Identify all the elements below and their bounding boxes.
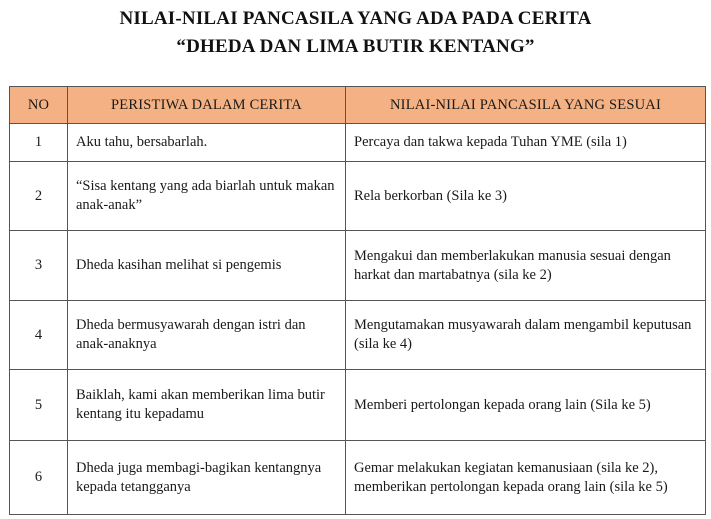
row-event: Dheda juga membagi-bagikan kentangnya kepada tetangganya [68, 441, 346, 515]
row-number: 6 [10, 441, 68, 515]
row-value: Memberi pertolongan kepada orang lain (Sila ke 5) [346, 370, 706, 441]
header-event: PERISTIWA DALAM CERITA [68, 87, 346, 124]
row-value: Mengutamakan musyawarah dalam mengambil keputusan (sila ke 4) [346, 301, 706, 370]
table-row [10, 124, 706, 162]
table-row [10, 231, 706, 301]
row-event: “Sisa kentang yang ada biarlah untuk makan anak-anak” [68, 162, 346, 231]
row-number: 4 [10, 301, 68, 370]
story-title: “DHEDA DAN LIMA BUTIR KENTANG” [176, 36, 535, 57]
table-header-row [10, 87, 706, 124]
row-value: Mengakui dan memberlakukan manusia sesuai dengan harkat dan martabatnya (sila ke 2) [346, 231, 706, 301]
table-row [10, 441, 706, 515]
row-number: 2 [10, 162, 68, 231]
header-value: NILAI-NILAI PANCASILA YANG SESUAI [346, 87, 706, 124]
row-value: Gemar melakukan kegiatan kemanusiaan (sila ke 2), memberikan pertolongan kepada orang lain (sila ke 5) [346, 441, 706, 515]
row-number: 5 [10, 370, 68, 441]
header-no: NO [10, 87, 68, 124]
pancasila-values-table [9, 86, 706, 515]
row-number: 1 [10, 124, 68, 162]
row-value: Rela berkorban (Sila ke 3) [346, 162, 706, 231]
row-event: Baiklah, kami akan memberikan lima butir kentang itu kepadamu [68, 370, 346, 441]
table-row [10, 301, 706, 370]
row-event: Dheda bermusyawarah dengan istri dan anak-anaknya [68, 301, 346, 370]
row-value: Percaya dan takwa kepada Tuhan YME (sila 1) [346, 124, 706, 162]
table-row [10, 370, 706, 441]
row-number: 3 [10, 231, 68, 301]
document-title: NILAI-NILAI PANCASILA YANG ADA PADA CERITA [119, 8, 592, 29]
table-row [10, 162, 706, 231]
row-event: Dheda kasihan melihat si pengemis [68, 231, 346, 301]
row-event: Aku tahu, bersabarlah. [68, 124, 346, 162]
